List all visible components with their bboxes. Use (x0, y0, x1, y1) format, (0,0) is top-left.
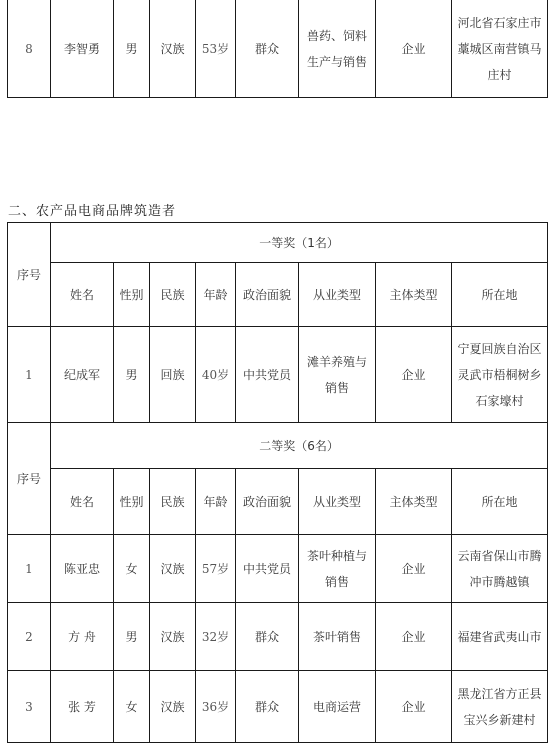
header-politics: 政治面貌 (236, 469, 299, 535)
header-industry: 从业类型 (299, 263, 376, 327)
header-no: 序号 (8, 223, 51, 327)
header-gender: 性别 (114, 263, 150, 327)
table-row (8, 603, 548, 671)
cell-politics: 中共党员 (236, 327, 299, 423)
cell-industry: 兽药、饲料生产与销售 (299, 0, 376, 98)
cell-location: 河北省石家庄市藁城区南营镇马庄村 (452, 0, 548, 98)
header-entity: 主体类型 (376, 469, 452, 535)
table-row (8, 671, 548, 743)
table-row (8, 535, 548, 603)
cell-age: 57岁 (196, 535, 236, 603)
cell-gender: 男 (114, 327, 150, 423)
table-row (8, 0, 548, 98)
header-ethnicity: 民族 (150, 263, 196, 327)
cell-ethnicity: 汉族 (150, 671, 196, 743)
cell-gender: 女 (114, 671, 150, 743)
awards-table (7, 222, 548, 743)
cell-ethnicity: 回族 (150, 327, 196, 423)
cell-politics: 群众 (236, 0, 299, 98)
header-age: 年龄 (196, 469, 236, 535)
cell-name: 纪成军 (51, 327, 114, 423)
cell-age: 36岁 (196, 671, 236, 743)
header-location: 所在地 (452, 263, 548, 327)
header-entity: 主体类型 (376, 263, 452, 327)
cell-industry: 滩羊养殖与销售 (299, 327, 376, 423)
cell-name: 李智勇 (51, 0, 114, 98)
cell-politics: 群众 (236, 671, 299, 743)
cell-entity: 企业 (376, 327, 452, 423)
cell-entity: 企业 (376, 603, 452, 671)
cell-politics: 群众 (236, 603, 299, 671)
section-heading: 二、农产品电商品牌筑造者 (8, 204, 177, 219)
cell-industry: 茶叶销售 (299, 603, 376, 671)
cell-entity: 企业 (376, 535, 452, 603)
cell-ethnicity: 汉族 (150, 603, 196, 671)
award-title-row (8, 423, 548, 469)
cell-no: 2 (8, 603, 51, 671)
header-age: 年龄 (196, 263, 236, 327)
cell-no: 1 (8, 535, 51, 603)
cell-name: 张 芳 (51, 671, 114, 743)
cell-entity: 企业 (376, 0, 452, 98)
cell-location: 福建省武夷山市 (452, 603, 548, 671)
cell-location: 黑龙江省方正县宝兴乡新建村 (452, 671, 548, 743)
cell-gender: 男 (114, 603, 150, 671)
cell-ethnicity: 汉族 (150, 535, 196, 603)
header-politics: 政治面貌 (236, 263, 299, 327)
cell-age: 53岁 (196, 0, 236, 98)
cell-no: 3 (8, 671, 51, 743)
header-ethnicity: 民族 (150, 469, 196, 535)
cell-entity: 企业 (376, 671, 452, 743)
header-location: 所在地 (452, 469, 548, 535)
cell-name: 方 舟 (51, 603, 114, 671)
award-title-second: 二等奖（6名） (51, 423, 548, 469)
cell-age: 32岁 (196, 603, 236, 671)
cell-gender: 男 (114, 0, 150, 98)
top-table (7, 0, 548, 98)
header-no: 序号 (8, 423, 51, 535)
header-name: 姓名 (51, 469, 114, 535)
header-row (8, 469, 548, 535)
cell-industry: 电商运营 (299, 671, 376, 743)
cell-politics: 中共党员 (236, 535, 299, 603)
header-gender: 性别 (114, 469, 150, 535)
award-title-first: 一等奖（1名） (51, 223, 548, 263)
cell-industry: 茶叶种植与销售 (299, 535, 376, 603)
cell-age: 40岁 (196, 327, 236, 423)
header-row (8, 263, 548, 327)
header-industry: 从业类型 (299, 469, 376, 535)
cell-name: 陈亚忠 (51, 535, 114, 603)
header-name: 姓名 (51, 263, 114, 327)
table-row (8, 327, 548, 423)
cell-location: 云南省保山市腾冲市腾越镇 (452, 535, 548, 603)
award-title-row (8, 223, 548, 263)
cell-gender: 女 (114, 535, 150, 603)
cell-location: 宁夏回族自治区灵武市梧桐树乡石家壕村 (452, 327, 548, 423)
cell-no: 8 (8, 0, 51, 98)
cell-no: 1 (8, 327, 51, 423)
cell-ethnicity: 汉族 (150, 0, 196, 98)
